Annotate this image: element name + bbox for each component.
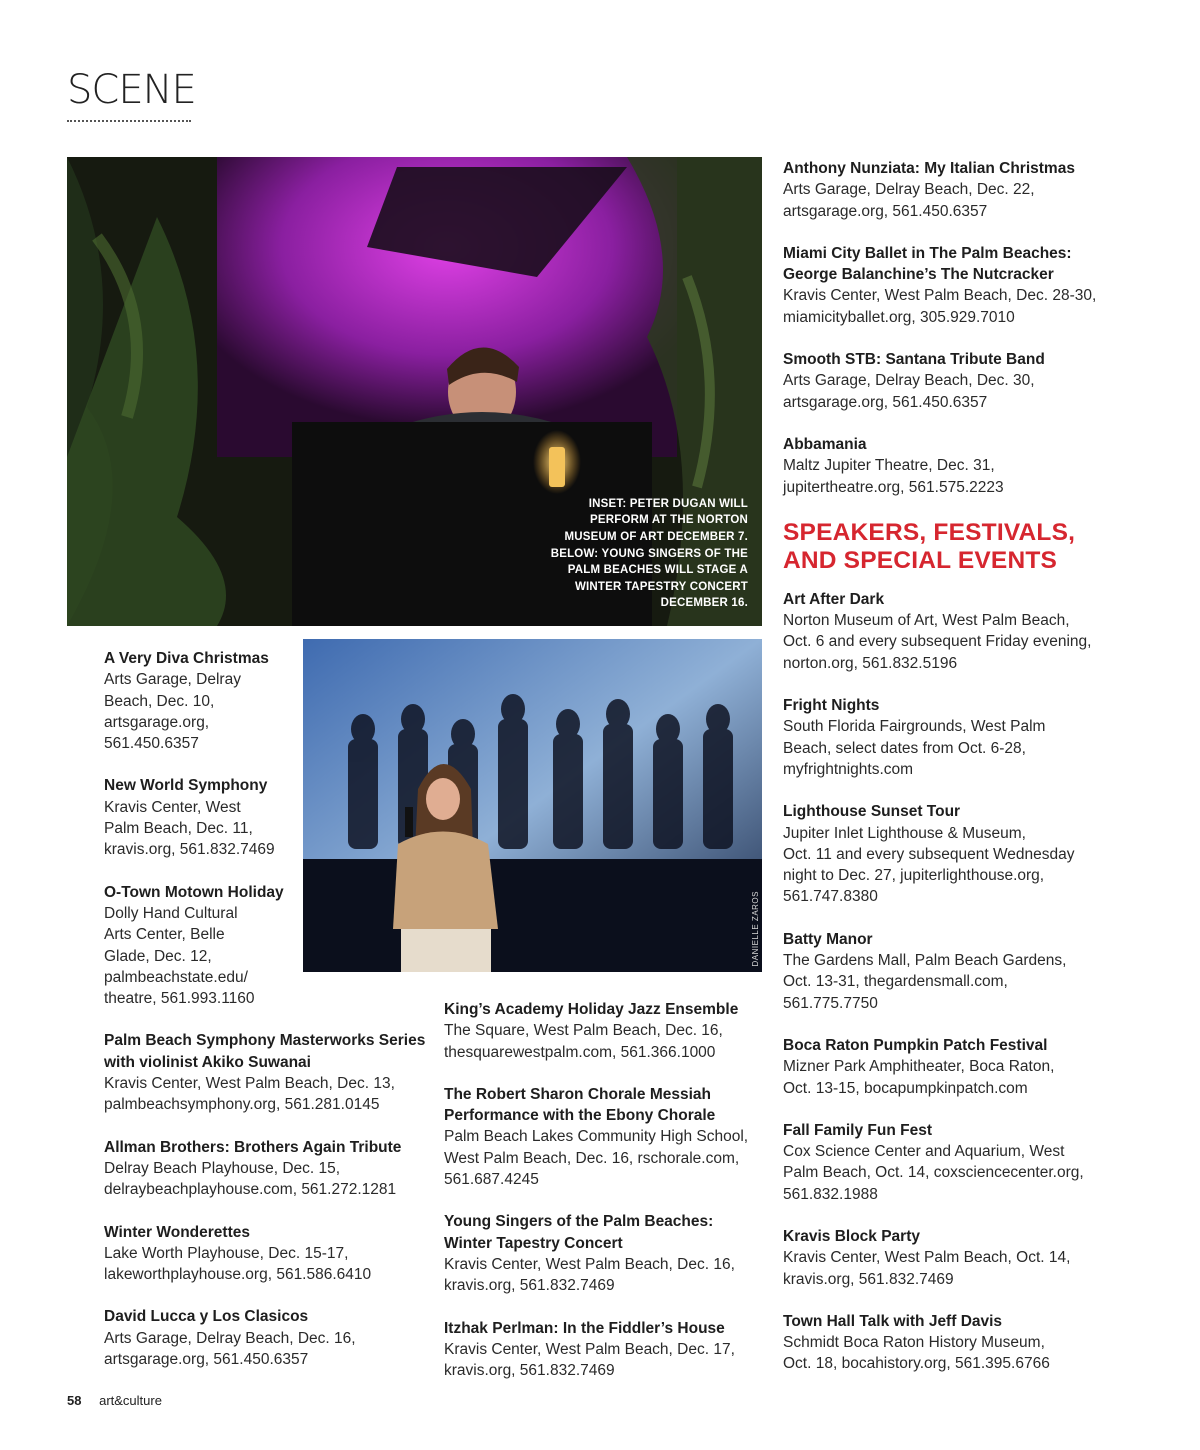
event-title: The Robert Sharon Chorale Messiah <box>444 1085 711 1103</box>
event-detail: Kravis Center, West Palm Beach, Dec. 28-30, <box>783 287 1097 305</box>
event-detail: Arts Garage, Delray Beach, Dec. 30, <box>783 372 1035 390</box>
event-detail: Kravis Center, West <box>104 798 241 816</box>
event-title: Fright Nights <box>783 697 880 715</box>
event-listing <box>783 434 1123 498</box>
event-listing <box>783 1226 1123 1290</box>
event-detail: Jupiter Inlet Lighthouse & Museum, <box>783 824 1026 842</box>
event-detail: miamicityballet.org, 305.929.7010 <box>783 308 1015 326</box>
page-footer <box>67 1393 162 1408</box>
event-detail: delraybeachplayhouse.com, 561.272.1281 <box>104 1181 397 1199</box>
event-listing <box>104 1030 434 1115</box>
event-title: Smooth STB: Santana Tribute Band <box>783 351 1045 369</box>
event-detail: Kravis Center, West Palm Beach, Dec. 17, <box>444 1340 735 1358</box>
event-detail: artsgarage.org, 561.450.6357 <box>783 393 988 411</box>
event-detail: Beach, Dec. 10, <box>104 692 215 710</box>
event-title: Palm Beach Symphony Masterworks Series <box>104 1032 426 1050</box>
event-listing <box>444 1084 774 1190</box>
event-listing <box>444 999 774 1063</box>
event-listing <box>783 801 1123 907</box>
event-detail: Oct. 13-15, bocapumpkinpatch.com <box>783 1079 1028 1097</box>
event-listing <box>104 1222 434 1286</box>
event-title: Young Singers of the Palm Beaches: <box>444 1213 714 1231</box>
event-listing <box>444 1211 774 1296</box>
heading-line: AND SPECIAL EVENTS <box>783 546 1058 574</box>
event-listing <box>783 1035 1123 1099</box>
event-detail: Oct. 18, bocahistory.org, 561.395.6766 <box>783 1355 1050 1373</box>
event-listing <box>783 1120 1123 1205</box>
event-detail: Arts Center, Belle <box>104 926 225 944</box>
event-title: Allman Brothers: Brothers Again Tribute <box>104 1138 402 1156</box>
event-detail: artsgarage.org, <box>104 713 210 731</box>
event-listing <box>104 1306 434 1370</box>
event-title: with violinist Akiko Suwanai <box>104 1053 311 1071</box>
event-detail: night to Dec. 27, jupiterlighthouse.org, <box>783 867 1045 885</box>
event-listing <box>104 882 434 1010</box>
event-detail: 561.775.7750 <box>783 994 878 1012</box>
event-title: Batty Manor <box>783 930 873 948</box>
event-detail: Palm Beach, Dec. 11, <box>104 820 253 838</box>
event-detail: Arts Garage, Delray Beach, Dec. 22, <box>783 181 1035 199</box>
event-listing <box>783 929 1123 1014</box>
page-number: 58 <box>67 1393 82 1408</box>
event-detail: lakeworthplayhouse.org, 561.586.6410 <box>104 1266 372 1284</box>
event-title: King’s Academy Holiday Jazz Ensemble <box>444 1001 739 1018</box>
event-detail: thesquarewestpalm.com, 561.366.1000 <box>444 1043 716 1061</box>
event-detail: Oct. 13-31, thegardensmall.com, <box>783 973 1008 991</box>
event-detail: Delray Beach Playhouse, Dec. 15, <box>104 1159 341 1177</box>
event-detail: Norton Museum of Art, West Palm Beach, <box>783 612 1070 630</box>
event-title: Lighthouse Sunset Tour <box>783 803 961 821</box>
event-detail: South Florida Fairgrounds, West Palm <box>783 718 1046 736</box>
event-listing <box>783 158 1123 222</box>
event-detail: Dolly Hand Cultural <box>104 904 238 922</box>
event-detail: kravis.org, 561.832.7469 <box>104 841 275 859</box>
event-title: George Balanchine’s The Nutcracker <box>783 266 1054 284</box>
event-detail: Oct. 11 and every subsequent Wednesday <box>783 845 1075 863</box>
event-detail: Kravis Center, West Palm Beach, Dec. 16, <box>444 1255 735 1273</box>
event-detail: The Square, West Palm Beach, Dec. 16, <box>444 1022 723 1040</box>
photo-caption: INSET: PETER DUGAN WILL PERFORM AT THE NORTON MUSEUM OF ART DECEMBER 7. BELOW: YOUNG SINGERS OF THE PALM BEACHES WILL STAGE A WINTER TAPESTRY CONCERT DECEMBER 16. <box>550 497 748 610</box>
special-events-heading <box>783 519 1123 575</box>
event-detail: Cox Science Center and Aquarium, West <box>783 1143 1065 1161</box>
event-title: Winter Wonderettes <box>104 1223 250 1241</box>
event-detail: Arts Garage, Delray Beach, Dec. 16, <box>104 1329 356 1347</box>
footer-section-label: art&culture <box>99 1393 162 1408</box>
event-title: O-Town Motown Holiday <box>104 883 284 901</box>
event-detail: palmbeachsymphony.org, 561.281.0145 <box>104 1096 380 1114</box>
event-detail: norton.org, 561.832.5196 <box>783 654 958 672</box>
event-title: Town Hall Talk with Jeff Davis <box>783 1312 1003 1330</box>
event-detail: Schmidt Boca Raton History Museum, <box>783 1334 1045 1352</box>
event-title: Miami City Ballet in The Palm Beaches: <box>783 244 1072 262</box>
event-detail: 561.832.1988 <box>783 1185 878 1203</box>
event-title: Itzhak Perlman: In the Fiddler’s House <box>444 1319 725 1337</box>
event-listing <box>783 349 1123 413</box>
event-detail: palmbeachstate.edu/ <box>104 968 248 986</box>
event-detail: Oct. 6 and every subsequent Friday evening, <box>783 633 1092 651</box>
event-detail: Lake Worth Playhouse, Dec. 15-17, <box>104 1244 349 1262</box>
event-listing <box>104 775 434 860</box>
event-title: Fall Family Fun Fest <box>783 1121 932 1139</box>
photo-credit: DANIELLE ZAROS <box>751 890 760 966</box>
section-title: SCENE <box>67 67 196 113</box>
event-listing <box>783 589 1123 674</box>
event-listing <box>104 1137 434 1201</box>
event-detail: Kravis Center, West Palm Beach, Dec. 13, <box>104 1075 395 1093</box>
event-title: Art After Dark <box>783 590 885 608</box>
event-detail: kravis.org, 561.832.7469 <box>444 1362 615 1380</box>
heading-line: SPEAKERS, FESTIVALS, <box>783 518 1076 546</box>
event-detail: Mizner Park Amphitheater, Boca Raton, <box>783 1058 1055 1076</box>
event-detail: 561.687.4245 <box>444 1171 539 1189</box>
event-detail: artsgarage.org, 561.450.6357 <box>783 202 988 220</box>
event-detail: Palm Beach Lakes Community High School, <box>444 1128 749 1146</box>
events-column-middle <box>444 999 774 1402</box>
event-detail: Arts Garage, Delray <box>104 671 241 689</box>
event-detail: The Gardens Mall, Palm Beach Gardens, <box>783 952 1067 970</box>
event-title: Performance with the Ebony Chorale <box>444 1107 716 1125</box>
event-detail: kravis.org, 561.832.7469 <box>783 1270 954 1288</box>
event-detail: 561.450.6357 <box>104 735 199 753</box>
event-detail: kravis.org, 561.832.7469 <box>444 1277 615 1295</box>
event-detail: jupitertheatre.org, 561.575.2223 <box>783 478 1004 496</box>
event-detail: Glade, Dec. 12, <box>104 947 212 965</box>
event-detail: Maltz Jupiter Theatre, Dec. 31, <box>783 457 995 475</box>
events-column-left <box>104 648 434 1391</box>
event-title: Boca Raton Pumpkin Patch Festival <box>783 1036 1048 1054</box>
event-detail: theatre, 561.993.1160 <box>104 990 255 1008</box>
event-listing <box>783 243 1123 328</box>
event-title: Abbamania <box>783 435 867 453</box>
event-title: Kravis Block Party <box>783 1227 920 1245</box>
event-detail: 561.747.8380 <box>783 888 878 906</box>
event-title: David Lucca y Los Clasicos <box>104 1308 309 1326</box>
event-detail: artsgarage.org, 561.450.6357 <box>104 1351 309 1369</box>
event-listing <box>104 648 279 754</box>
event-title: New World Symphony <box>104 777 268 795</box>
event-title: Anthony Nunziata: My Italian Christmas <box>783 160 1075 177</box>
event-detail: Palm Beach, Oct. 14, coxsciencecenter.org, <box>783 1164 1084 1182</box>
event-detail: West Palm Beach, Dec. 16, rschorale.com, <box>444 1149 740 1167</box>
event-title: A Very Diva Christmas <box>104 650 269 667</box>
event-detail: Beach, select dates from Oct. 6-28, <box>783 739 1026 757</box>
photo-pianist <box>67 157 762 626</box>
event-listing <box>783 1311 1123 1375</box>
event-listing <box>783 695 1123 780</box>
section-divider <box>67 120 191 122</box>
event-detail: Kravis Center, West Palm Beach, Oct. 14, <box>783 1249 1071 1267</box>
event-detail: myfrightnights.com <box>783 760 914 778</box>
event-listing <box>444 1318 774 1382</box>
events-column-right <box>783 158 1123 1396</box>
event-title: Winter Tapestry Concert <box>444 1234 623 1252</box>
